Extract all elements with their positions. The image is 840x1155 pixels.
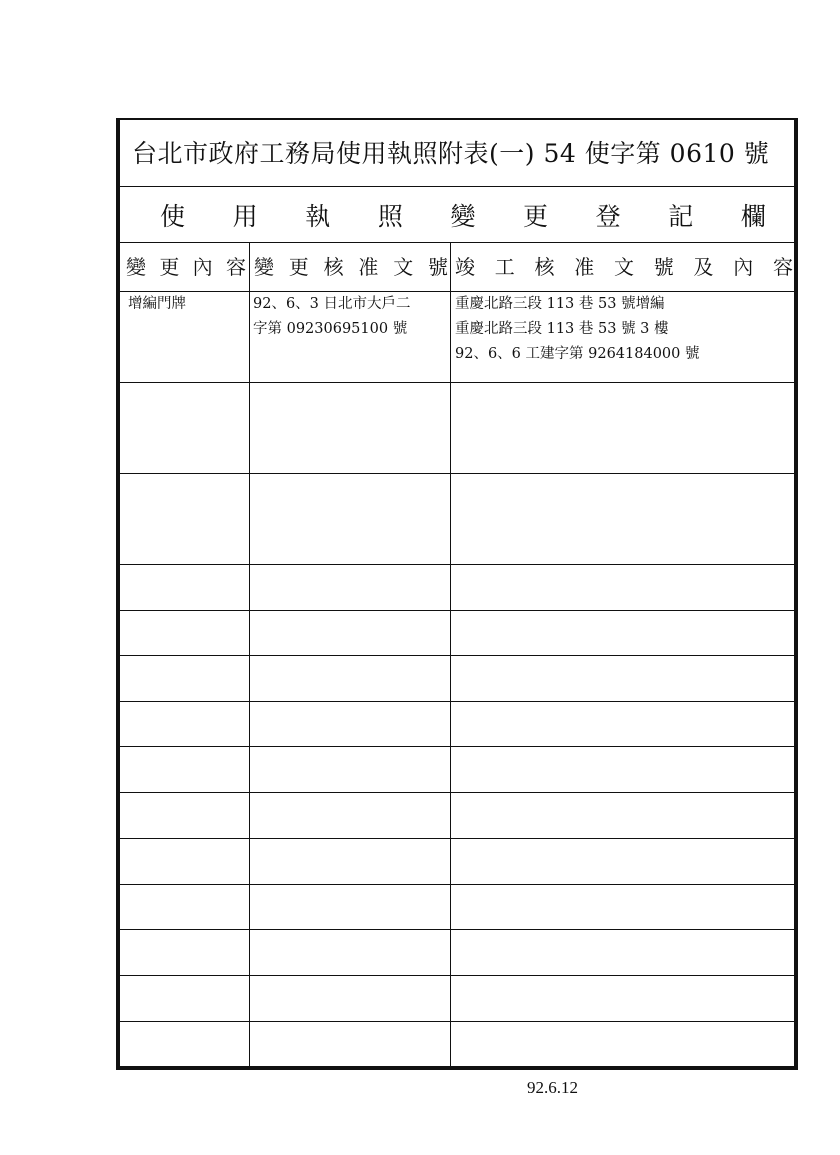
heading-char: 使: [160, 201, 186, 231]
column-header-char: 核: [534, 255, 555, 279]
table-cell-completion-approval: [455, 292, 699, 367]
row-divider: [120, 792, 794, 793]
heading-char: 用: [232, 201, 258, 231]
column-header-completion-approval: [455, 243, 793, 291]
heading-char: 照: [377, 201, 403, 231]
heading-char: 執: [305, 201, 331, 231]
column-header-char: 更: [288, 255, 309, 279]
row-divider: [120, 746, 794, 747]
column-header-char: 及: [693, 255, 714, 279]
heading-char: 欄: [740, 201, 766, 231]
column-header-char: 內: [733, 255, 754, 279]
row-divider: [120, 382, 794, 383]
row-divider: [120, 884, 794, 885]
table-cell-change-approval: [253, 292, 411, 342]
column-header-char: 竣: [455, 255, 475, 279]
column-header-char: 容: [773, 255, 793, 279]
table-cell-change-content: [128, 292, 186, 317]
heading-char: 變: [450, 201, 476, 231]
row-divider: [120, 975, 794, 976]
column-header-change-approval: [254, 243, 448, 291]
row-divider: [120, 564, 794, 565]
column-header-char: 變: [254, 255, 274, 279]
column-header-char: 文: [393, 255, 414, 279]
column-header-char: 號: [653, 255, 674, 279]
cell-text: 重慶北路三段 113 巷 53 號增編: [455, 296, 665, 312]
column-header-char: 內: [192, 255, 213, 279]
row-divider: [120, 838, 794, 839]
form-title: 台北市政府工務局使用執照附表(一) 54 使字第 0610 號: [120, 120, 794, 187]
row-divider: [120, 1021, 794, 1022]
row-divider: [120, 655, 794, 656]
column-header-char: 變: [126, 255, 146, 279]
row-divider: [120, 701, 794, 702]
column-header-char: 准: [574, 255, 595, 279]
column-header-char: 准: [358, 255, 379, 279]
footer-date: 92.6.12: [527, 1078, 578, 1097]
cell-text: 92、6、6 工建字第 9264184000 號: [455, 346, 700, 362]
column-header-change-content: [126, 243, 246, 291]
cell-text: 重慶北路三段 113 巷 53 號 3 樓: [455, 321, 669, 337]
usage-permit-change-form: [116, 118, 798, 1070]
cell-text: 92、6、3 日北市大戶二: [253, 296, 411, 312]
heading-char: 登: [595, 201, 621, 231]
section-heading: [120, 187, 794, 243]
row-divider: [120, 929, 794, 930]
column-header-char: 工: [494, 255, 515, 279]
row-divider: [120, 610, 794, 611]
cell-text: 增編門牌: [128, 296, 186, 312]
column-header-char: 核: [323, 255, 344, 279]
column-header-char: 更: [159, 255, 180, 279]
heading-char: 更: [523, 201, 549, 231]
cell-text: 字第 09230695100 號: [253, 321, 408, 337]
row-divider: [120, 473, 794, 474]
heading-char: 記: [668, 201, 694, 231]
column-header-char: 容: [225, 255, 246, 279]
column-header-char: 文: [614, 255, 634, 279]
column-header-char: 號: [427, 255, 448, 279]
